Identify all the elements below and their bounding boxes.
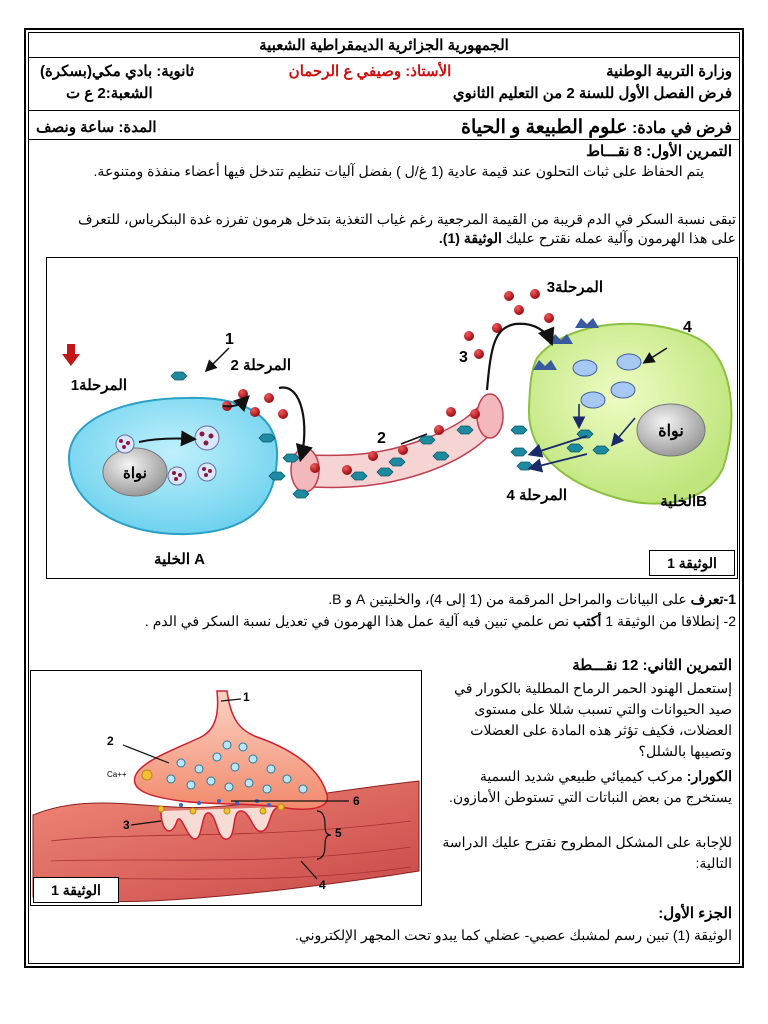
curare-label: الكورار: <box>686 768 732 784</box>
label-n1: 1 <box>225 331 234 348</box>
subject-prefix: فرض في مادة: <box>632 120 732 137</box>
document-ref: الوثيقة <box>463 230 502 246</box>
republic-title: الجمهورية الجزائرية الديمقراطية الشعبية <box>259 37 509 54</box>
cell-a <box>69 398 277 534</box>
label-stage2: المرحلة 2 <box>230 357 291 374</box>
subject-name: علوم الطبيعة و الحياة <box>461 117 628 138</box>
exercise2-title: التمرين الثاني: 12 نقـــطة <box>572 657 732 674</box>
figure1-caption: الوثيقة 1 <box>649 550 735 576</box>
label-n2: 2 <box>107 734 114 748</box>
label-n5: 5 <box>335 826 342 840</box>
header-divider-1 <box>28 57 740 58</box>
header-divider-3 <box>28 139 740 140</box>
exam-title: فرض الفصل الأول للسنة 2 من التعليم الثانوي <box>452 85 732 102</box>
figure2-box <box>30 670 422 906</box>
label-n3: 3 <box>459 349 468 366</box>
question1-verb: تعرف <box>690 591 724 607</box>
label-n3: 3 <box>123 818 130 832</box>
exercise1-context-text: تبقى نسبة السكر في الدم قريبة من القيمة المرجعية رغم غياب التغذية بتدخل هرمون تفرزه غدة البنكرياس، للتعرف على هذا الهرمون وآلية عمله نقترح عليك <box>78 211 736 246</box>
question2-text-a: إنطلاقا من الوثيقة 1 <box>605 613 720 629</box>
label-n1: 1 <box>243 690 250 704</box>
figure2-caption: الوثيقة 1 <box>33 877 119 903</box>
label-calcium: Ca++ <box>107 770 127 779</box>
school-name: ثانوية: بادي مكي(بسكرة) <box>40 63 195 80</box>
question2 <box>56 612 736 631</box>
exercise1-context <box>56 210 736 248</box>
receptor-2 <box>575 318 599 328</box>
label-stage3: المرحلة3 <box>546 279 603 296</box>
question2-verb: أكتب <box>572 613 602 629</box>
curare-definition <box>430 766 732 808</box>
part1-title: الجزء الأول: <box>658 905 732 922</box>
label-stage4: المرحلة 4 <box>506 487 567 504</box>
document-ref-number: (1). <box>438 230 460 246</box>
red-down-arrow <box>62 344 80 366</box>
vesicle-b1 <box>573 360 597 376</box>
arrow-stage2 <box>279 387 304 458</box>
label-n4: 4 <box>683 319 692 336</box>
exercise1-intro: يتم الحفاظ على ثبات التحلون عند قيمة عادية (1 غ/ل ) بفضل آليات تنظيم تتدخل فيها أعضاء منفذة ومتنوعة. <box>93 163 704 179</box>
label-n6: 6 <box>353 794 360 808</box>
label-n2: 2 <box>377 430 386 447</box>
question2-number: 2- <box>723 613 736 629</box>
question1-text: على البيانات والمراحل المرقمة من (1 إلى 4)، والخليتين A و B. <box>328 591 687 607</box>
label-cell-a: الخلية A <box>154 551 205 568</box>
part1-text: الوثيقة (1) تبين رسم لمشبك عصبي- عضلي كما يبدو تحت المجهر الإلكتروني. <box>295 927 732 943</box>
teacher-name: الأستاذ: وصيفي ع الرحمان <box>288 63 452 80</box>
question1 <box>56 590 736 609</box>
exercise1-title: التمرين الأول: 8 نقـــاط <box>586 143 732 160</box>
vessel-end-right <box>477 394 503 438</box>
synapse-figure <box>31 671 421 905</box>
exercise2-intro: إستعمل الهنود الحمر الرماح المطلية بالكورار في صيد الحيوانات والتي تسبب شللا على مستوى العضلات، فكيف تؤثر هذه المادة على العضلات وتصيبها بالشلل؟ <box>454 680 732 759</box>
duration: المدة: ساعة ونصف <box>36 119 157 136</box>
cell-b <box>529 324 732 504</box>
label-nucleus-b: نواة <box>658 423 684 440</box>
glucagon-figure <box>47 258 737 578</box>
vesicle-b2 <box>617 354 641 370</box>
label-cell-b: الخليةB <box>660 493 707 510</box>
vesicle-b3 <box>581 392 605 408</box>
label-stage1: المرحلة1 <box>70 377 127 394</box>
vesicle-b4 <box>611 382 635 398</box>
branch: الشعبة:2 ع ت <box>66 85 153 102</box>
study-text: للإجابة على المشكل المطروح نقترح عليك الدراسة التالية: <box>442 834 732 871</box>
label-nucleus-a: نواة <box>123 465 147 482</box>
question2-text-b: نص علمي تبين فيه آلية عمل هذا الهرمون في تعديل نسبة السكر في الدم . <box>144 613 570 629</box>
header-divider-2 <box>28 110 740 111</box>
subject-line <box>461 116 732 139</box>
ministry: وزارة التربية الوطنية <box>606 63 732 80</box>
label-n4: 4 <box>319 878 326 892</box>
question1-number: 1- <box>723 591 736 607</box>
curare-text: مركب كيميائي طبيعي شديد السمية يستخرج من بعض النباتات التي تستوطن الأمازون. <box>449 768 732 805</box>
pointer-1 <box>207 348 229 370</box>
figure1-box <box>46 257 738 579</box>
axon-terminal <box>134 691 327 809</box>
